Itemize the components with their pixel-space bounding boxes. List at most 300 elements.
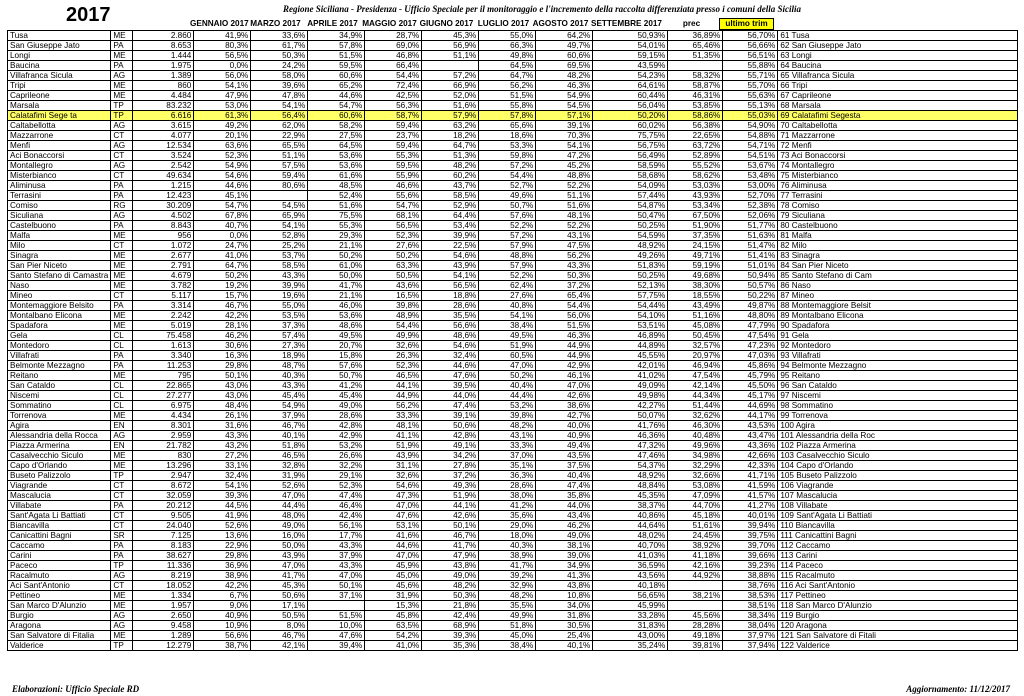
cell-giugno[interactable]: 64,4% [422, 211, 479, 221]
cell-comune[interactable]: Calatafimi Sege ta [8, 111, 111, 121]
cell-provincia[interactable]: ME [111, 371, 133, 381]
cell-prec[interactable]: 49,71% [668, 251, 723, 261]
cell-ultimo-trim[interactable]: 56,66% [723, 41, 778, 51]
col-header-luglio[interactable]: LUGLIO 2017 [477, 19, 530, 28]
cell-gennaio[interactable]: 28,1% [194, 321, 251, 331]
cell-prec[interactable]: 58,86% [668, 111, 723, 121]
cell-gennaio[interactable]: 61,3% [194, 111, 251, 121]
cell-agosto[interactable]: 38,6% [536, 401, 593, 411]
cell-aprile[interactable]: 45,4% [308, 391, 365, 401]
cell-rank-label[interactable]: 80 Castelbuono [778, 221, 1018, 231]
cell-gennaio[interactable]: 54,9% [194, 161, 251, 171]
cell-abitanti[interactable]: 795 [133, 371, 194, 381]
cell-settembre[interactable]: 40,70% [593, 541, 668, 551]
cell-settembre[interactable]: 54,01% [593, 41, 668, 51]
cell-giugno[interactable]: 52,0% [422, 91, 479, 101]
table-row[interactable] [8, 491, 1018, 501]
cell-ultimo-trim[interactable]: 37,94% [723, 641, 778, 651]
cell-agosto[interactable]: 47,0% [536, 381, 593, 391]
cell-rank-label[interactable]: 108 Villabate [778, 501, 1018, 511]
table-row[interactable] [8, 591, 1018, 601]
cell-aprile[interactable]: 52,3% [308, 481, 365, 491]
cell-settembre[interactable]: 60,02% [593, 121, 668, 131]
cell-prec[interactable]: 40,48% [668, 431, 723, 441]
cell-marzo[interactable]: 51,8% [251, 441, 308, 451]
cell-marzo[interactable]: 47,0% [251, 561, 308, 571]
cell-marzo[interactable]: 58,0% [251, 71, 308, 81]
cell-agosto[interactable]: 40,1% [536, 641, 593, 651]
cell-maggio[interactable]: 54,4% [365, 321, 422, 331]
cell-ultimo-trim[interactable]: 41,57% [723, 491, 778, 501]
cell-agosto[interactable]: 25,4% [536, 631, 593, 641]
cell-aprile[interactable]: 49,0% [308, 401, 365, 411]
cell-luglio[interactable]: 55,0% [479, 31, 536, 41]
cell-giugno[interactable]: 22,5% [422, 241, 479, 251]
cell-aprile[interactable]: 29,3% [308, 231, 365, 241]
cell-maggio[interactable]: 55,3% [365, 151, 422, 161]
cell-prec[interactable]: 46,31% [668, 91, 723, 101]
cell-marzo[interactable]: 57,4% [251, 331, 308, 341]
cell-provincia[interactable]: CL [111, 331, 133, 341]
cell-provincia[interactable]: ME [111, 271, 133, 281]
table-row[interactable] [8, 231, 1018, 241]
cell-gennaio[interactable]: 41,9% [194, 31, 251, 41]
table-row[interactable] [8, 371, 1018, 381]
cell-gennaio[interactable]: 0,0% [194, 231, 251, 241]
cell-abitanti[interactable]: 4.502 [133, 211, 194, 221]
cell-prec[interactable]: 53,85% [668, 101, 723, 111]
cell-giugno[interactable]: 43,8% [422, 561, 479, 571]
cell-agosto[interactable]: 69,5% [536, 61, 593, 71]
cell-settembre[interactable]: 54,87% [593, 201, 668, 211]
cell-marzo[interactable]: 53,7% [251, 251, 308, 261]
cell-agosto[interactable]: 46,1% [536, 371, 593, 381]
cell-gennaio[interactable]: 33,1% [194, 461, 251, 471]
cell-aprile[interactable]: 49,5% [308, 331, 365, 341]
cell-giugno[interactable]: 43,7% [422, 181, 479, 191]
cell-giugno[interactable]: 51,9% [422, 491, 479, 501]
cell-marzo[interactable]: 55,0% [251, 301, 308, 311]
cell-luglio[interactable]: 38,0% [479, 491, 536, 501]
cell-marzo[interactable]: 50,3% [251, 51, 308, 61]
cell-marzo[interactable]: 50,6% [251, 591, 308, 601]
cell-provincia[interactable]: AG [111, 431, 133, 441]
cell-abitanti[interactable]: 1.975 [133, 61, 194, 71]
col-header-agosto[interactable]: AGOSTO 2017 [532, 19, 589, 28]
cell-comune[interactable]: Reitano [8, 371, 111, 381]
cell-agosto[interactable]: 44,9% [536, 351, 593, 361]
cell-maggio[interactable]: 42,5% [365, 91, 422, 101]
cell-giugno[interactable]: 68,9% [422, 621, 479, 631]
cell-ultimo-trim[interactable]: 51,77% [723, 221, 778, 231]
cell-luglio[interactable]: 57,8% [479, 111, 536, 121]
cell-gennaio[interactable]: 44,6% [194, 181, 251, 191]
cell-giugno[interactable]: 51,6% [422, 101, 479, 111]
cell-marzo[interactable]: 46,5% [251, 451, 308, 461]
cell-prec[interactable]: 49,18% [668, 631, 723, 641]
cell-aprile[interactable]: 50,0% [308, 271, 365, 281]
cell-settembre[interactable]: 40,18% [593, 581, 668, 591]
cell-rank-label[interactable]: 91 Gela [778, 331, 1018, 341]
cell-provincia[interactable]: ME [111, 261, 133, 271]
cell-settembre[interactable]: 35,24% [593, 641, 668, 651]
cell-aprile[interactable]: 41,2% [308, 381, 365, 391]
cell-giugno[interactable]: 53,4% [422, 221, 479, 231]
cell-settembre[interactable]: 50,07% [593, 411, 668, 421]
cell-abitanti[interactable]: 4.434 [133, 411, 194, 421]
cell-ultimo-trim[interactable]: 49,87% [723, 301, 778, 311]
cell-agosto[interactable]: 57,1% [536, 111, 593, 121]
cell-comune[interactable]: San Marco D'Alunzio [8, 601, 111, 611]
cell-comune[interactable]: Casalvecchio Siculo [8, 451, 111, 461]
cell-prec[interactable] [668, 601, 723, 611]
cell-agosto[interactable]: 45,2% [536, 161, 593, 171]
table-row[interactable] [8, 381, 1018, 391]
table-row[interactable] [8, 581, 1018, 591]
cell-abitanti[interactable]: 11.253 [133, 361, 194, 371]
cell-comune[interactable]: Aliminusa [8, 181, 111, 191]
col-header-gennaio[interactable]: GENNAIO 2017 [190, 19, 249, 28]
cell-ultimo-trim[interactable]: 38,76% [723, 581, 778, 591]
cell-marzo[interactable]: 24,2% [251, 61, 308, 71]
cell-comune[interactable]: Aragona [8, 621, 111, 631]
cell-comune[interactable]: Siculiana [8, 211, 111, 221]
cell-gennaio[interactable]: 46,2% [194, 331, 251, 341]
cell-abitanti[interactable]: 2.791 [133, 261, 194, 271]
cell-giugno[interactable]: 21,8% [422, 601, 479, 611]
cell-rank-label[interactable]: 86 Naso [778, 281, 1018, 291]
cell-luglio[interactable]: 35,1% [479, 461, 536, 471]
cell-settembre[interactable]: 58,68% [593, 171, 668, 181]
cell-prec[interactable]: 42,16% [668, 561, 723, 571]
cell-settembre[interactable]: 60,44% [593, 91, 668, 101]
cell-settembre[interactable]: 40,86% [593, 511, 668, 521]
cell-comune[interactable]: Malfa [8, 231, 111, 241]
cell-provincia[interactable]: CL [111, 341, 133, 351]
cell-prec[interactable]: 53,03% [668, 181, 723, 191]
cell-agosto[interactable]: 40,0% [536, 421, 593, 431]
cell-ultimo-trim[interactable]: 55,03% [723, 111, 778, 121]
cell-ultimo-trim[interactable]: 51,47% [723, 241, 778, 251]
cell-ultimo-trim[interactable]: 37,97% [723, 631, 778, 641]
cell-prec[interactable]: 47,09% [668, 491, 723, 501]
cell-abitanti[interactable]: 30.209 [133, 201, 194, 211]
cell-luglio[interactable]: 57,9% [479, 241, 536, 251]
cell-gennaio[interactable]: 40,9% [194, 611, 251, 621]
cell-agosto[interactable]: 31,8% [536, 611, 593, 621]
cell-marzo[interactable]: 58,5% [251, 261, 308, 271]
cell-abitanti[interactable]: 956 [133, 231, 194, 241]
cell-rank-label[interactable]: 96 San Cataldo [778, 381, 1018, 391]
cell-settembre[interactable]: 45,55% [593, 351, 668, 361]
cell-aprile[interactable]: 29,1% [308, 471, 365, 481]
cell-aprile[interactable]: 42,9% [308, 431, 365, 441]
cell-giugno[interactable]: 42,4% [422, 611, 479, 621]
cell-maggio[interactable]: 48,1% [365, 421, 422, 431]
cell-provincia[interactable]: CL [111, 401, 133, 411]
cell-comune[interactable]: Racalmuto [8, 571, 111, 581]
cell-marzo[interactable]: 31,9% [251, 471, 308, 481]
cell-settembre[interactable]: 59,15% [593, 51, 668, 61]
cell-marzo[interactable]: 17,1% [251, 601, 308, 611]
cell-gennaio[interactable]: 43,0% [194, 391, 251, 401]
cell-provincia[interactable]: CT [111, 151, 133, 161]
cell-aprile[interactable]: 21,1% [308, 241, 365, 251]
cell-prec[interactable]: 22,65% [668, 131, 723, 141]
cell-marzo[interactable]: 43,3% [251, 271, 308, 281]
cell-marzo[interactable]: 54,5% [251, 201, 308, 211]
cell-agosto[interactable]: 40,9% [536, 431, 593, 441]
cell-gennaio[interactable]: 29,8% [194, 361, 251, 371]
cell-giugno[interactable]: 52,9% [422, 201, 479, 211]
cell-prec[interactable]: 32,66% [668, 471, 723, 481]
cell-prec[interactable]: 46,30% [668, 421, 723, 431]
cell-ultimo-trim[interactable]: 50,94% [723, 271, 778, 281]
cell-marzo[interactable]: 54,1% [251, 221, 308, 231]
cell-provincia[interactable]: ME [111, 251, 133, 261]
cell-giugno[interactable]: 54,1% [422, 271, 479, 281]
cell-ultimo-trim[interactable]: 39,94% [723, 521, 778, 531]
cell-rank-label[interactable]: 106 Viagrande [778, 481, 1018, 491]
cell-settembre[interactable]: 50,20% [593, 111, 668, 121]
cell-giugno[interactable]: 56,5% [422, 281, 479, 291]
cell-ultimo-trim[interactable]: 43,47% [723, 431, 778, 441]
cell-ultimo-trim[interactable]: 51,41% [723, 251, 778, 261]
cell-luglio[interactable]: 41,2% [479, 501, 536, 511]
cell-prec[interactable]: 38,30% [668, 281, 723, 291]
cell-provincia[interactable]: AG [111, 71, 133, 81]
cell-provincia[interactable]: PA [111, 61, 133, 71]
cell-comune[interactable]: Mazzarrone [8, 131, 111, 141]
cell-maggio[interactable]: 47,0% [365, 501, 422, 511]
cell-maggio[interactable]: 69,0% [365, 41, 422, 51]
cell-prec[interactable]: 58,32% [668, 71, 723, 81]
cell-luglio[interactable]: 51,9% [479, 341, 536, 351]
cell-agosto[interactable]: 47,2% [536, 151, 593, 161]
cell-gennaio[interactable]: 63,6% [194, 141, 251, 151]
cell-agosto[interactable]: 43,1% [536, 231, 593, 241]
cell-agosto[interactable]: 39,1% [536, 121, 593, 131]
cell-luglio[interactable]: 54,4% [479, 171, 536, 181]
cell-rank-label[interactable]: 94 Belmonte Mezzagno [778, 361, 1018, 371]
cell-comune[interactable]: Burgio [8, 611, 111, 621]
cell-rank-label[interactable]: 120 Aragona [778, 621, 1018, 631]
col-header-ultimo-trim[interactable]: ultimo trim [719, 18, 774, 30]
cell-settembre[interactable]: 41,76% [593, 421, 668, 431]
cell-maggio[interactable]: 56,5% [365, 221, 422, 231]
cell-rank-label[interactable]: 110 Biancavilla [778, 521, 1018, 531]
cell-agosto[interactable]: 54,1% [536, 141, 593, 151]
cell-maggio[interactable]: 44,6% [365, 541, 422, 551]
cell-luglio[interactable]: 27,6% [479, 291, 536, 301]
cell-rank-label[interactable]: 81 Malfa [778, 231, 1018, 241]
cell-maggio[interactable]: 63,3% [365, 261, 422, 271]
cell-giugno[interactable]: 56,9% [422, 41, 479, 51]
cell-maggio[interactable]: 16,5% [365, 291, 422, 301]
cell-abitanti[interactable]: 1.289 [133, 631, 194, 641]
cell-marzo[interactable]: 54,9% [251, 401, 308, 411]
cell-provincia[interactable]: PA [111, 191, 133, 201]
cell-luglio[interactable]: 52,2% [479, 271, 536, 281]
cell-prec[interactable]: 58,87% [668, 81, 723, 91]
cell-prec[interactable]: 65,46% [668, 41, 723, 51]
cell-giugno[interactable]: 39,5% [422, 381, 479, 391]
cell-ultimo-trim[interactable]: 44,17% [723, 411, 778, 421]
cell-aprile[interactable]: 41,7% [308, 281, 365, 291]
cell-marzo[interactable]: 48,0% [251, 511, 308, 521]
cell-comune[interactable]: Baucina [8, 61, 111, 71]
cell-abitanti[interactable]: 2.242 [133, 311, 194, 321]
cell-abitanti[interactable]: 12.279 [133, 641, 194, 651]
cell-provincia[interactable]: PA [111, 221, 133, 231]
cell-settembre[interactable]: 46,89% [593, 331, 668, 341]
cell-rank-label[interactable]: 69 Calatafimi Segesta [778, 111, 1018, 121]
table-row[interactable] [8, 601, 1018, 611]
cell-abitanti[interactable]: 1.215 [133, 181, 194, 191]
cell-gennaio[interactable]: 49,2% [194, 121, 251, 131]
cell-agosto[interactable]: 54,4% [536, 301, 593, 311]
cell-maggio[interactable]: 49,9% [365, 331, 422, 341]
cell-agosto[interactable]: 60,6% [536, 51, 593, 61]
cell-abitanti[interactable]: 5.019 [133, 321, 194, 331]
cell-provincia[interactable]: TP [111, 111, 133, 121]
cell-provincia[interactable]: PA [111, 351, 133, 361]
cell-provincia[interactable]: AG [111, 161, 133, 171]
cell-maggio[interactable]: 39,8% [365, 301, 422, 311]
cell-maggio[interactable]: 51,9% [365, 441, 422, 451]
cell-luglio[interactable]: 28,6% [479, 481, 536, 491]
cell-settembre[interactable]: 41,02% [593, 371, 668, 381]
cell-ultimo-trim[interactable]: 47,03% [723, 351, 778, 361]
cell-abitanti[interactable]: 20.212 [133, 501, 194, 511]
cell-giugno[interactable]: 57,9% [422, 111, 479, 121]
table-row[interactable] [8, 321, 1018, 331]
cell-maggio[interactable]: 33,3% [365, 411, 422, 421]
cell-provincia[interactable]: TP [111, 471, 133, 481]
table-row[interactable] [8, 641, 1018, 651]
table-row[interactable] [8, 91, 1018, 101]
cell-luglio[interactable]: 40,4% [479, 381, 536, 391]
cell-maggio[interactable]: 32,6% [365, 471, 422, 481]
cell-marzo[interactable]: 25,2% [251, 241, 308, 251]
cell-gennaio[interactable]: 56,0% [194, 71, 251, 81]
cell-prec[interactable]: 24,15% [668, 241, 723, 251]
cell-agosto[interactable]: 44,0% [536, 501, 593, 511]
cell-agosto[interactable]: 48,2% [536, 71, 593, 81]
cell-marzo[interactable]: 37,9% [251, 411, 308, 421]
cell-rank-label[interactable]: 121 San Salvatore di Fitali [778, 631, 1018, 641]
cell-rank-label[interactable]: 62 San Giuseppe Jato [778, 41, 1018, 51]
table-row[interactable] [8, 351, 1018, 361]
cell-luglio[interactable]: 36,3% [479, 471, 536, 481]
cell-giugno[interactable]: 47,4% [422, 401, 479, 411]
cell-maggio[interactable]: 46,6% [365, 181, 422, 191]
cell-ultimo-trim[interactable]: 38,04% [723, 621, 778, 631]
cell-gennaio[interactable]: 43,0% [194, 381, 251, 391]
cell-comune[interactable]: Tripi [8, 81, 111, 91]
table-row[interactable] [8, 181, 1018, 191]
cell-settembre[interactable]: 44,89% [593, 341, 668, 351]
cell-gennaio[interactable]: 29,8% [194, 551, 251, 561]
cell-ultimo-trim[interactable]: 53,48% [723, 171, 778, 181]
cell-aprile[interactable]: 10,0% [308, 621, 365, 631]
cell-gennaio[interactable]: 53,0% [194, 101, 251, 111]
cell-provincia[interactable]: PA [111, 551, 133, 561]
cell-settembre[interactable]: 45,35% [593, 491, 668, 501]
cell-abitanti[interactable]: 1.334 [133, 591, 194, 601]
cell-comune[interactable]: Marsala [8, 101, 111, 111]
cell-comune[interactable]: Belmonte Mezzagno [8, 361, 111, 371]
cell-settembre[interactable]: 43,00% [593, 631, 668, 641]
cell-settembre[interactable]: 56,75% [593, 141, 668, 151]
cell-giugno[interactable]: 43,9% [422, 261, 479, 271]
cell-agosto[interactable]: 35,8% [536, 491, 593, 501]
cell-marzo[interactable]: 62,0% [251, 121, 308, 131]
cell-rank-label[interactable]: 101 Alessandria della Roc [778, 431, 1018, 441]
cell-maggio[interactable]: 41,6% [365, 531, 422, 541]
cell-luglio[interactable]: 18,0% [479, 531, 536, 541]
cell-rank-label[interactable]: 74 Montallegro [778, 161, 1018, 171]
cell-provincia[interactable]: CT [111, 171, 133, 181]
cell-marzo[interactable]: 40,1% [251, 431, 308, 441]
cell-aprile[interactable]: 43,3% [308, 541, 365, 551]
cell-gennaio[interactable]: 47,9% [194, 91, 251, 101]
cell-prec[interactable]: 51,61% [668, 521, 723, 531]
cell-marzo[interactable]: 40,3% [251, 371, 308, 381]
cell-comune[interactable]: San Pier Niceto [8, 261, 111, 271]
table-row[interactable] [8, 521, 1018, 531]
cell-abitanti[interactable]: 3.524 [133, 151, 194, 161]
cell-abitanti[interactable]: 7.125 [133, 531, 194, 541]
cell-ultimo-trim[interactable]: 42,33% [723, 461, 778, 471]
cell-rank-label[interactable]: 71 Mazzarrone [778, 131, 1018, 141]
cell-provincia[interactable]: CL [111, 391, 133, 401]
cell-maggio[interactable]: 66,4% [365, 61, 422, 71]
cell-marzo[interactable] [251, 191, 308, 201]
cell-abitanti[interactable]: 860 [133, 81, 194, 91]
cell-ultimo-trim[interactable]: 54,51% [723, 151, 778, 161]
cell-agosto[interactable]: 34,0% [536, 601, 593, 611]
cell-giugno[interactable]: 44,6% [422, 361, 479, 371]
cell-prec[interactable]: 20,97% [668, 351, 723, 361]
cell-marzo[interactable]: 48,7% [251, 361, 308, 371]
cell-prec[interactable]: 55,52% [668, 161, 723, 171]
cell-luglio[interactable]: 56,2% [479, 81, 536, 91]
cell-provincia[interactable]: ME [111, 631, 133, 641]
cell-luglio[interactable]: 18,6% [479, 131, 536, 141]
cell-aprile[interactable]: 64,5% [308, 141, 365, 151]
cell-abitanti[interactable]: 1.444 [133, 51, 194, 61]
cell-settembre[interactable]: 53,51% [593, 321, 668, 331]
cell-abitanti[interactable]: 9.458 [133, 621, 194, 631]
cell-provincia[interactable]: PA [111, 501, 133, 511]
cell-prec[interactable]: 63,72% [668, 141, 723, 151]
cell-comune[interactable]: Paceco [8, 561, 111, 571]
cell-comune[interactable]: Montemaggiore Belsito [8, 301, 111, 311]
cell-ultimo-trim[interactable]: 50,22% [723, 291, 778, 301]
cell-provincia[interactable]: ME [111, 91, 133, 101]
cell-giugno[interactable]: 50,1% [422, 521, 479, 531]
cell-aprile[interactable]: 37,1% [308, 591, 365, 601]
cell-prec[interactable]: 58,62% [668, 171, 723, 181]
cell-maggio[interactable]: 41,0% [365, 641, 422, 651]
table-row[interactable] [8, 101, 1018, 111]
cell-gennaio[interactable]: 41,9% [194, 511, 251, 521]
cell-agosto[interactable]: 51,6% [536, 201, 593, 211]
cell-maggio[interactable]: 46,8% [365, 51, 422, 61]
cell-comune[interactable]: San Giuseppe Jato [8, 41, 111, 51]
cell-aprile[interactable]: 61,6% [308, 171, 365, 181]
